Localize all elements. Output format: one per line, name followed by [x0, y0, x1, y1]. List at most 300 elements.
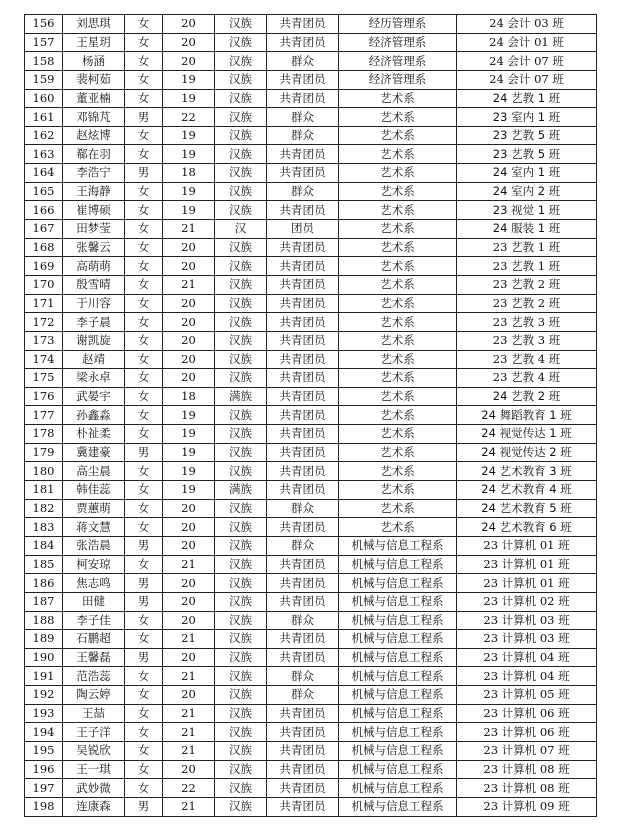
- ethnicity-cell: 满族: [215, 387, 267, 406]
- table-row: [25, 518, 597, 537]
- ethnicity-cell: 汉族: [215, 536, 267, 555]
- department-cell: 艺术系: [339, 275, 457, 294]
- student-name-cell: 范浩蕊: [63, 667, 125, 686]
- age-cell: 22: [163, 108, 215, 127]
- department-cell: 艺术系: [339, 462, 457, 481]
- student-name-cell: 蒋文慧: [63, 518, 125, 537]
- ethnicity-cell: 汉族: [215, 182, 267, 201]
- table-row: [25, 741, 597, 760]
- political-status-cell: 团员: [267, 220, 339, 239]
- row-number-cell: 156: [25, 15, 63, 34]
- age-cell: 19: [163, 406, 215, 425]
- age-cell: 20: [163, 33, 215, 52]
- row-number-cell: 195: [25, 741, 63, 760]
- department-cell: 机械与信息工程系: [339, 630, 457, 649]
- gender-cell: 女: [125, 126, 163, 145]
- row-number-cell: 175: [25, 369, 63, 388]
- department-cell: 艺术系: [339, 89, 457, 108]
- gender-cell: 女: [125, 499, 163, 518]
- table-row: [25, 15, 597, 34]
- age-cell: 20: [163, 760, 215, 779]
- table-row: [25, 536, 597, 555]
- ethnicity-cell: 汉族: [215, 275, 267, 294]
- class-cell: 23 艺教 1 班: [457, 238, 597, 257]
- class-cell: 24 视觉传达 2 班: [457, 443, 597, 462]
- age-cell: 19: [163, 462, 215, 481]
- student-name-cell: 朴祉柔: [63, 425, 125, 444]
- age-cell: 20: [163, 257, 215, 276]
- class-cell: 24 会计 01 班: [457, 33, 597, 52]
- department-cell: 艺术系: [339, 257, 457, 276]
- class-cell: 23 艺教 1 班: [457, 257, 597, 276]
- age-cell: 19: [163, 182, 215, 201]
- gender-cell: 女: [125, 369, 163, 388]
- row-number-cell: 159: [25, 70, 63, 89]
- age-cell: 21: [163, 220, 215, 239]
- political-status-cell: 共青团员: [267, 555, 339, 574]
- department-cell: 艺术系: [339, 164, 457, 183]
- student-name-cell: 王子洋: [63, 723, 125, 742]
- row-number-cell: 196: [25, 760, 63, 779]
- department-cell: 机械与信息工程系: [339, 667, 457, 686]
- class-cell: 23 计算机 01 班: [457, 555, 597, 574]
- department-cell: 机械与信息工程系: [339, 797, 457, 816]
- class-cell: 23 艺教 3 班: [457, 313, 597, 332]
- table-row: [25, 555, 597, 574]
- table-row: [25, 369, 597, 388]
- age-cell: 20: [163, 499, 215, 518]
- gender-cell: 女: [125, 406, 163, 425]
- student-name-cell: 王喆: [63, 704, 125, 723]
- class-cell: 23 视觉 1 班: [457, 201, 597, 220]
- student-name-cell: 焦志鸣: [63, 574, 125, 593]
- gender-cell: 女: [125, 331, 163, 350]
- department-cell: 艺术系: [339, 518, 457, 537]
- political-status-cell: 共青团员: [267, 481, 339, 500]
- class-cell: 23 艺教 5 班: [457, 145, 597, 164]
- ethnicity-cell: 汉族: [215, 164, 267, 183]
- class-cell: 23 计算机 03 班: [457, 611, 597, 630]
- row-number-cell: 190: [25, 648, 63, 667]
- gender-cell: 男: [125, 592, 163, 611]
- table-row: [25, 481, 597, 500]
- ethnicity-cell: 汉族: [215, 630, 267, 649]
- gender-cell: 男: [125, 648, 163, 667]
- political-status-cell: 共青团员: [267, 518, 339, 537]
- row-number-cell: 185: [25, 555, 63, 574]
- student-name-cell: 韩佳蕊: [63, 481, 125, 500]
- department-cell: 艺术系: [339, 481, 457, 500]
- gender-cell: 女: [125, 275, 163, 294]
- row-number-cell: 167: [25, 220, 63, 239]
- table-row: [25, 648, 597, 667]
- department-cell: 机械与信息工程系: [339, 704, 457, 723]
- table-row: [25, 52, 597, 71]
- student-name-cell: 赵炫博: [63, 126, 125, 145]
- student-name-cell: 武妙微: [63, 779, 125, 798]
- political-status-cell: 群众: [267, 611, 339, 630]
- gender-cell: 女: [125, 52, 163, 71]
- ethnicity-cell: 汉族: [215, 443, 267, 462]
- student-name-cell: 陶云婷: [63, 686, 125, 705]
- department-cell: 机械与信息工程系: [339, 686, 457, 705]
- political-status-cell: 共青团员: [267, 797, 339, 816]
- roster-body: [25, 15, 597, 817]
- age-cell: 19: [163, 425, 215, 444]
- political-status-cell: 群众: [267, 182, 339, 201]
- row-number-cell: 163: [25, 145, 63, 164]
- age-cell: 21: [163, 275, 215, 294]
- row-number-cell: 171: [25, 294, 63, 313]
- row-number-cell: 169: [25, 257, 63, 276]
- student-name-cell: 赵靖: [63, 350, 125, 369]
- table-row: [25, 723, 597, 742]
- ethnicity-cell: 汉族: [215, 15, 267, 34]
- class-cell: 23 计算机 09 班: [457, 797, 597, 816]
- age-cell: 21: [163, 630, 215, 649]
- gender-cell: 女: [125, 313, 163, 332]
- row-number-cell: 158: [25, 52, 63, 71]
- student-roster-table: [24, 14, 597, 817]
- student-name-cell: 王海静: [63, 182, 125, 201]
- age-cell: 22: [163, 779, 215, 798]
- department-cell: 艺术系: [339, 331, 457, 350]
- political-status-cell: 群众: [267, 536, 339, 555]
- class-cell: 24 会计 07 班: [457, 70, 597, 89]
- gender-cell: 女: [125, 220, 163, 239]
- table-row: [25, 462, 597, 481]
- class-cell: 23 计算机 01 班: [457, 536, 597, 555]
- student-name-cell: 裴柯茹: [63, 70, 125, 89]
- age-cell: 20: [163, 52, 215, 71]
- political-status-cell: 共青团员: [267, 592, 339, 611]
- row-number-cell: 184: [25, 536, 63, 555]
- political-status-cell: 共青团员: [267, 313, 339, 332]
- department-cell: 艺术系: [339, 425, 457, 444]
- political-status-cell: 共青团员: [267, 462, 339, 481]
- student-name-cell: 高萌萌: [63, 257, 125, 276]
- table-row: [25, 686, 597, 705]
- gender-cell: 女: [125, 238, 163, 257]
- row-number-cell: 173: [25, 331, 63, 350]
- age-cell: 18: [163, 164, 215, 183]
- student-name-cell: 吴锐欣: [63, 741, 125, 760]
- table-row: [25, 797, 597, 816]
- class-cell: 23 计算机 04 班: [457, 648, 597, 667]
- department-cell: 艺术系: [339, 238, 457, 257]
- table-row: [25, 182, 597, 201]
- department-cell: 经济管理系: [339, 70, 457, 89]
- gender-cell: 男: [125, 164, 163, 183]
- row-number-cell: 194: [25, 723, 63, 742]
- student-name-cell: 柯安琼: [63, 555, 125, 574]
- age-cell: 20: [163, 331, 215, 350]
- student-name-cell: 冀建豪: [63, 443, 125, 462]
- table-row: [25, 238, 597, 257]
- class-cell: 23 计算机 08 班: [457, 779, 597, 798]
- ethnicity-cell: 汉族: [215, 331, 267, 350]
- row-number-cell: 168: [25, 238, 63, 257]
- political-status-cell: 共青团员: [267, 369, 339, 388]
- table-row: [25, 294, 597, 313]
- gender-cell: 女: [125, 518, 163, 537]
- row-number-cell: 157: [25, 33, 63, 52]
- political-status-cell: 共青团员: [267, 294, 339, 313]
- class-cell: 23 计算机 01 班: [457, 574, 597, 593]
- ethnicity-cell: 汉族: [215, 555, 267, 574]
- political-status-cell: 群众: [267, 52, 339, 71]
- table-row: [25, 164, 597, 183]
- class-cell: 23 计算机 06 班: [457, 723, 597, 742]
- row-number-cell: 181: [25, 481, 63, 500]
- department-cell: 经历管理系: [339, 15, 457, 34]
- student-name-cell: 张浩晨: [63, 536, 125, 555]
- age-cell: 19: [163, 481, 215, 500]
- political-status-cell: 群众: [267, 667, 339, 686]
- row-number-cell: 197: [25, 779, 63, 798]
- table-row: [25, 201, 597, 220]
- student-name-cell: 田梦莹: [63, 220, 125, 239]
- age-cell: 20: [163, 518, 215, 537]
- table-row: [25, 667, 597, 686]
- class-cell: 24 视觉传达 1 班: [457, 425, 597, 444]
- department-cell: 艺术系: [339, 220, 457, 239]
- student-name-cell: 石鹏超: [63, 630, 125, 649]
- ethnicity-cell: 汉族: [215, 108, 267, 127]
- ethnicity-cell: 汉族: [215, 52, 267, 71]
- age-cell: 18: [163, 387, 215, 406]
- row-number-cell: 180: [25, 462, 63, 481]
- gender-cell: 女: [125, 630, 163, 649]
- age-cell: 19: [163, 70, 215, 89]
- student-name-cell: 武晏宇: [63, 387, 125, 406]
- department-cell: 艺术系: [339, 201, 457, 220]
- political-status-cell: 共青团员: [267, 275, 339, 294]
- class-cell: 23 艺教 2 班: [457, 294, 597, 313]
- table-row: [25, 704, 597, 723]
- table-row: [25, 275, 597, 294]
- department-cell: 艺术系: [339, 126, 457, 145]
- class-cell: 24 艺术教育 6 班: [457, 518, 597, 537]
- gender-cell: 女: [125, 145, 163, 164]
- gender-cell: 女: [125, 70, 163, 89]
- gender-cell: 女: [125, 462, 163, 481]
- age-cell: 20: [163, 592, 215, 611]
- political-status-cell: 共青团员: [267, 574, 339, 593]
- political-status-cell: 共青团员: [267, 164, 339, 183]
- department-cell: 机械与信息工程系: [339, 555, 457, 574]
- class-cell: 23 计算机 06 班: [457, 704, 597, 723]
- gender-cell: 女: [125, 89, 163, 108]
- student-name-cell: 李子佳: [63, 611, 125, 630]
- student-name-cell: 崔博硕: [63, 201, 125, 220]
- ethnicity-cell: 汉族: [215, 425, 267, 444]
- political-status-cell: 共青团员: [267, 387, 339, 406]
- class-cell: 23 艺教 2 班: [457, 275, 597, 294]
- student-name-cell: 董亚楠: [63, 89, 125, 108]
- row-number-cell: 170: [25, 275, 63, 294]
- gender-cell: 女: [125, 741, 163, 760]
- student-name-cell: 李浩宁: [63, 164, 125, 183]
- political-status-cell: 群众: [267, 126, 339, 145]
- student-name-cell: 张馨云: [63, 238, 125, 257]
- table-row: [25, 779, 597, 798]
- student-name-cell: 田健: [63, 592, 125, 611]
- gender-cell: 男: [125, 443, 163, 462]
- student-name-cell: 连康森: [63, 797, 125, 816]
- ethnicity-cell: 汉族: [215, 741, 267, 760]
- row-number-cell: 188: [25, 611, 63, 630]
- department-cell: 机械与信息工程系: [339, 723, 457, 742]
- ethnicity-cell: 汉族: [215, 406, 267, 425]
- political-status-cell: 共青团员: [267, 425, 339, 444]
- gender-cell: 女: [125, 294, 163, 313]
- department-cell: 机械与信息工程系: [339, 536, 457, 555]
- department-cell: 艺术系: [339, 443, 457, 462]
- ethnicity-cell: 汉族: [215, 574, 267, 593]
- age-cell: 20: [163, 313, 215, 332]
- ethnicity-cell: 汉族: [215, 145, 267, 164]
- table-row: [25, 331, 597, 350]
- political-status-cell: 共青团员: [267, 406, 339, 425]
- row-number-cell: 177: [25, 406, 63, 425]
- age-cell: 20: [163, 369, 215, 388]
- ethnicity-cell: 汉: [215, 220, 267, 239]
- class-cell: 23 计算机 05 班: [457, 686, 597, 705]
- political-status-cell: 群众: [267, 108, 339, 127]
- class-cell: 23 计算机 03 班: [457, 630, 597, 649]
- ethnicity-cell: 汉族: [215, 779, 267, 798]
- row-number-cell: 179: [25, 443, 63, 462]
- class-cell: 24 艺教 1 班: [457, 89, 597, 108]
- gender-cell: 女: [125, 704, 163, 723]
- political-status-cell: 共青团员: [267, 238, 339, 257]
- ethnicity-cell: 汉族: [215, 704, 267, 723]
- row-number-cell: 162: [25, 126, 63, 145]
- age-cell: 21: [163, 704, 215, 723]
- political-status-cell: 共青团员: [267, 145, 339, 164]
- row-number-cell: 183: [25, 518, 63, 537]
- class-cell: 24 艺术教育 3 班: [457, 462, 597, 481]
- row-number-cell: 187: [25, 592, 63, 611]
- row-number-cell: 189: [25, 630, 63, 649]
- department-cell: 机械与信息工程系: [339, 592, 457, 611]
- table-row: [25, 574, 597, 593]
- age-cell: 20: [163, 648, 215, 667]
- table-row: [25, 126, 597, 145]
- row-number-cell: 192: [25, 686, 63, 705]
- ethnicity-cell: 汉族: [215, 686, 267, 705]
- student-name-cell: 殷雪晴: [63, 275, 125, 294]
- ethnicity-cell: 汉族: [215, 33, 267, 52]
- row-number-cell: 160: [25, 89, 63, 108]
- student-name-cell: 孙鑫淼: [63, 406, 125, 425]
- age-cell: 20: [163, 294, 215, 313]
- class-cell: 24 服装 1 班: [457, 220, 597, 239]
- class-cell: 23 计算机 04 班: [457, 667, 597, 686]
- student-name-cell: 刘思琪: [63, 15, 125, 34]
- gender-cell: 女: [125, 257, 163, 276]
- age-cell: 19: [163, 126, 215, 145]
- ethnicity-cell: 汉族: [215, 313, 267, 332]
- ethnicity-cell: 汉族: [215, 648, 267, 667]
- age-cell: 20: [163, 686, 215, 705]
- ethnicity-cell: 汉族: [215, 201, 267, 220]
- class-cell: 24 会计 03 班: [457, 15, 597, 34]
- student-name-cell: 高尘晨: [63, 462, 125, 481]
- department-cell: 艺术系: [339, 145, 457, 164]
- ethnicity-cell: 汉族: [215, 238, 267, 257]
- gender-cell: 女: [125, 667, 163, 686]
- row-number-cell: 186: [25, 574, 63, 593]
- row-number-cell: 164: [25, 164, 63, 183]
- age-cell: 20: [163, 15, 215, 34]
- age-cell: 21: [163, 555, 215, 574]
- table-row: [25, 89, 597, 108]
- department-cell: 艺术系: [339, 313, 457, 332]
- political-status-cell: 共青团员: [267, 760, 339, 779]
- age-cell: 21: [163, 667, 215, 686]
- political-status-cell: 共青团员: [267, 201, 339, 220]
- department-cell: 机械与信息工程系: [339, 779, 457, 798]
- row-number-cell: 166: [25, 201, 63, 220]
- gender-cell: 女: [125, 555, 163, 574]
- age-cell: 21: [163, 741, 215, 760]
- ethnicity-cell: 汉族: [215, 294, 267, 313]
- gender-cell: 女: [125, 686, 163, 705]
- table-row: [25, 760, 597, 779]
- class-cell: 24 艺术教育 5 班: [457, 499, 597, 518]
- gender-cell: 女: [125, 425, 163, 444]
- ethnicity-cell: 汉族: [215, 70, 267, 89]
- row-number-cell: 161: [25, 108, 63, 127]
- class-cell: 23 艺教 4 班: [457, 369, 597, 388]
- political-status-cell: 共青团员: [267, 33, 339, 52]
- student-name-cell: 贾蕙萌: [63, 499, 125, 518]
- gender-cell: 男: [125, 536, 163, 555]
- ethnicity-cell: 汉族: [215, 760, 267, 779]
- ethnicity-cell: 汉族: [215, 350, 267, 369]
- department-cell: 机械与信息工程系: [339, 648, 457, 667]
- department-cell: 艺术系: [339, 406, 457, 425]
- table-row: [25, 611, 597, 630]
- political-status-cell: 共青团员: [267, 257, 339, 276]
- table-row: [25, 406, 597, 425]
- gender-cell: 女: [125, 182, 163, 201]
- ethnicity-cell: 汉族: [215, 462, 267, 481]
- political-status-cell: 共青团员: [267, 723, 339, 742]
- political-status-cell: 共青团员: [267, 630, 339, 649]
- age-cell: 19: [163, 145, 215, 164]
- class-cell: 24 会计 07 班: [457, 52, 597, 71]
- political-status-cell: 共青团员: [267, 15, 339, 34]
- political-status-cell: 群众: [267, 499, 339, 518]
- ethnicity-cell: 汉族: [215, 499, 267, 518]
- table-row: [25, 145, 597, 164]
- political-status-cell: 共青团员: [267, 89, 339, 108]
- class-cell: 23 艺教 3 班: [457, 331, 597, 350]
- political-status-cell: 共青团员: [267, 350, 339, 369]
- political-status-cell: 共青团员: [267, 704, 339, 723]
- table-row: [25, 108, 597, 127]
- gender-cell: 女: [125, 201, 163, 220]
- table-row: [25, 257, 597, 276]
- table-row: [25, 630, 597, 649]
- ethnicity-cell: 汉族: [215, 723, 267, 742]
- row-number-cell: 174: [25, 350, 63, 369]
- ethnicity-cell: 汉族: [215, 257, 267, 276]
- political-status-cell: 共青团员: [267, 779, 339, 798]
